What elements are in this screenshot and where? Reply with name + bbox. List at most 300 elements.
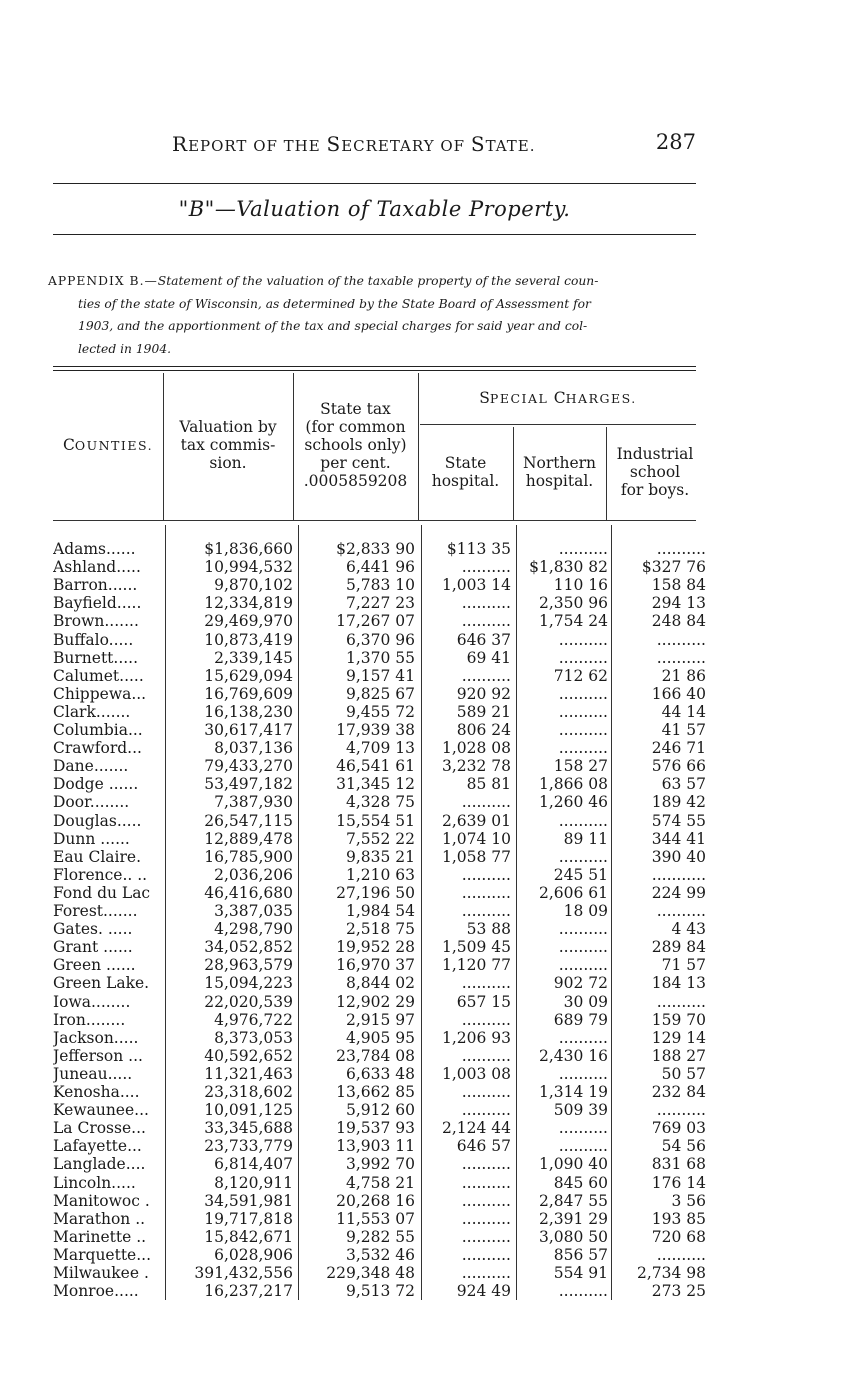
state-hospital-cell: 924 49: [456, 1282, 511, 1301]
industrial-school-cell: 176 14: [651, 1173, 706, 1192]
header-line: Industrial: [616, 445, 694, 463]
section-subtitle: "B"—Valuation of Taxable Property.: [178, 197, 571, 221]
header-part: HARGES.: [565, 391, 637, 406]
valuation-cell: 4,298,790: [214, 920, 293, 939]
state-tax-cell: 9,157 41: [345, 666, 415, 685]
header-line: State: [444, 454, 487, 472]
county-cell: Milwaukee .: [53, 1264, 149, 1282]
northern-hospital-cell: 89 11: [563, 829, 608, 848]
table-row: [53, 920, 706, 939]
header-line: for boys.: [620, 481, 690, 499]
table-row: [53, 721, 706, 739]
state-tax-cell: 1,210 63: [345, 865, 415, 884]
table-row: [53, 1282, 706, 1301]
valuation-cell: 15,094,223: [204, 974, 293, 993]
state-hospital-cell: ..........: [461, 666, 511, 685]
county-cell: Marquette...: [53, 1245, 152, 1264]
running-head: [172, 132, 535, 156]
valuation-cell: 34,052,852: [204, 938, 293, 957]
county-cell: Dodge ......: [53, 775, 139, 794]
industrial-school-cell: 294 13: [651, 594, 706, 613]
valuation-cell: 30,617,417: [204, 721, 293, 739]
page-number: 287: [655, 130, 696, 154]
table-row: [53, 558, 706, 577]
table-row: [53, 847, 706, 866]
special-charges-rule: [420, 424, 696, 425]
table-row: [53, 739, 706, 758]
header-state-hospital: [418, 454, 513, 490]
northern-hospital-cell: ..........: [558, 1028, 608, 1047]
state-tax-cell: 9,513 72: [345, 1282, 415, 1301]
industrial-school-cell: 3 56: [671, 1191, 706, 1210]
table-row: [53, 1046, 706, 1065]
header-rule: [53, 183, 696, 184]
county-cell: Buffalo.....: [53, 630, 134, 649]
state-tax-cell: 20,268 16: [336, 1191, 415, 1210]
state-hospital-cell: ..........: [461, 902, 511, 920]
state-hospital-cell: 3,232 78: [441, 757, 511, 776]
appendix-lead: APPENDIX B.—: [48, 274, 158, 288]
northern-hospital-cell: ..........: [558, 956, 608, 975]
industrial-school-cell: 158 84: [651, 576, 706, 595]
state-hospital-cell: $113 35: [446, 540, 511, 558]
northern-hospital-cell: 856 57: [553, 1245, 608, 1264]
state-tax-cell: 12,902 29: [336, 992, 415, 1011]
industrial-school-cell: ..........: [656, 1101, 706, 1120]
table-row: [53, 594, 706, 613]
county-cell: Door........: [53, 793, 130, 812]
state-tax-cell: 229,348 48: [326, 1264, 415, 1282]
county-cell: Fond du Lac: [53, 883, 151, 902]
valuation-cell: 6,814,407: [214, 1155, 293, 1174]
northern-hospital-cell: 902 72: [553, 974, 608, 993]
northern-hospital-cell: ..........: [558, 1064, 608, 1083]
title-part: EPORT OF THE: [188, 137, 327, 155]
valuation-cell: 8,037,136: [214, 739, 293, 758]
industrial-school-cell: ..........: [656, 630, 706, 649]
header-initial: C: [62, 436, 75, 454]
valuation-cell: 6,028,906: [214, 1245, 293, 1264]
state-tax-cell: 7,227 23: [345, 594, 415, 613]
state-hospital-cell: ..........: [461, 883, 511, 902]
northern-hospital-cell: 1,754 24: [538, 612, 608, 631]
header-line: Valuation by: [179, 418, 277, 436]
county-cell: Adams......: [53, 540, 136, 558]
northern-hospital-cell: ..........: [558, 739, 608, 758]
state-hospital-cell: ..........: [461, 612, 511, 631]
state-tax-cell: 6,370 96: [345, 630, 415, 649]
northern-hospital-cell: 2,606 61: [538, 883, 608, 902]
county-cell: Langlade....: [53, 1155, 146, 1174]
northern-hospital-cell: ..........: [558, 847, 608, 866]
county-cell: Jefferson ...: [53, 1046, 143, 1065]
industrial-school-cell: ..........: [656, 648, 706, 667]
industrial-school-cell: 224 99: [651, 883, 706, 902]
industrial-school-cell: 166 40: [651, 684, 706, 703]
industrial-school-cell: ..........: [656, 1245, 706, 1264]
valuation-cell: 10,994,532: [204, 558, 293, 577]
northern-hospital-cell: 18 09: [563, 902, 608, 920]
table-row: [53, 1173, 706, 1192]
state-hospital-cell: ..........: [461, 974, 511, 993]
state-tax-cell: 6,633 48: [345, 1064, 415, 1083]
industrial-school-cell: 188 27: [651, 1046, 706, 1065]
industrial-school-cell: 574 55: [651, 811, 706, 830]
valuation-cell: 22,020,539: [204, 992, 293, 1011]
valuation-cell: 79,433,270: [204, 757, 293, 776]
valuation-cell: 15,629,094: [204, 666, 293, 685]
county-cell: Columbia...: [53, 721, 143, 739]
state-tax-cell: 9,455 72: [345, 702, 415, 721]
industrial-school-cell: 21 86: [661, 666, 706, 685]
industrial-school-cell: 720 68: [651, 1227, 706, 1246]
industrial-school-cell: 71 57: [661, 956, 706, 975]
county-cell: Crawford...: [53, 739, 142, 758]
industrial-school-cell: 193 85: [651, 1209, 706, 1228]
title-initial: R: [172, 132, 189, 156]
state-hospital-cell: ..........: [461, 1010, 511, 1029]
state-tax-cell: 2,518 75: [345, 920, 415, 939]
table-row: [53, 684, 706, 703]
valuation-cell: 34,591,981: [204, 1191, 293, 1210]
county-cell: La Crosse...: [53, 1119, 146, 1138]
header-initial: S: [479, 389, 490, 407]
county-cell: Calumet.....: [53, 666, 144, 685]
state-tax-cell: 16,970 37: [336, 956, 415, 975]
table-row: [53, 612, 706, 631]
table-row: [53, 793, 706, 812]
state-hospital-cell: ..........: [461, 594, 511, 613]
appendix-caption: [48, 270, 703, 360]
header-line: schools only): [304, 436, 407, 454]
industrial-school-cell: 273 25: [651, 1282, 706, 1301]
appendix-line: lected in 1904.: [78, 341, 172, 356]
industrial-school-cell: 184 13: [651, 974, 706, 993]
valuation-cell: 33,345,688: [204, 1119, 293, 1138]
state-tax-cell: 23,784 08: [336, 1046, 415, 1065]
state-hospital-cell: ..........: [461, 1155, 511, 1174]
table-row: [53, 757, 706, 776]
title-part: ECRETARY OF: [341, 137, 471, 155]
header-line: State tax: [320, 400, 391, 418]
header-line: Northern: [522, 454, 597, 472]
industrial-school-cell: 63 57: [661, 775, 706, 794]
northern-hospital-cell: 712 62: [553, 666, 608, 685]
valuation-cell: 53,497,182: [204, 775, 293, 794]
state-hospital-cell: ..........: [461, 558, 511, 577]
appendix-line: 1903, and the apportionment of the tax and special charges for said year and col-: [78, 319, 588, 333]
title-part: TATE.: [485, 137, 536, 155]
northern-hospital-cell: ..........: [558, 540, 608, 558]
state-hospital-cell: ..........: [461, 865, 511, 884]
valuation-cell: 11,321,463: [204, 1064, 293, 1083]
state-hospital-cell: 1,028 08: [441, 739, 511, 758]
column-divider: [418, 373, 419, 520]
county-cell: Douglas.....: [53, 811, 142, 830]
valuation-cell: 2,339,145: [214, 648, 293, 667]
industrial-school-cell: 54 56: [661, 1137, 706, 1156]
state-tax-cell: 4,328 75: [345, 793, 415, 812]
state-tax-cell: 15,554 51: [336, 811, 415, 830]
northern-hospital-cell: ..........: [558, 648, 608, 667]
state-tax-cell: 4,905 95: [345, 1028, 415, 1047]
state-tax-cell: 46,541 61: [336, 757, 415, 776]
northern-hospital-cell: 110 16: [553, 576, 608, 595]
state-tax-cell: 27,196 50: [336, 883, 415, 902]
table-row: [53, 576, 706, 595]
state-hospital-cell: ..........: [461, 1209, 511, 1228]
header-part: PECIAL: [489, 391, 554, 406]
northern-hospital-cell: ..........: [558, 920, 608, 939]
northern-hospital-cell: 2,430 16: [538, 1046, 608, 1065]
valuation-cell: 46,416,680: [204, 883, 293, 902]
table-row: [53, 811, 706, 830]
county-cell: Manitowoc .: [53, 1191, 150, 1210]
state-hospital-cell: 1,120 77: [441, 956, 511, 975]
table-row: [53, 938, 706, 957]
table-row: [53, 1227, 706, 1246]
state-tax-cell: 4,709 13: [345, 739, 415, 758]
industrial-school-cell: 2,734 98: [636, 1264, 706, 1282]
county-cell: Iron........: [53, 1010, 126, 1029]
table-row: [53, 666, 706, 685]
table-row: [53, 648, 706, 667]
header-line: hospital.: [525, 472, 594, 490]
state-tax-cell: 9,835 21: [345, 847, 415, 866]
county-cell: Chippewa...: [53, 684, 147, 703]
state-hospital-cell: 1,003 14: [441, 576, 511, 595]
state-tax-cell: 7,552 22: [345, 829, 415, 848]
state-tax-cell: 13,903 11: [336, 1137, 415, 1156]
industrial-school-cell: 769 03: [651, 1119, 706, 1138]
state-tax-cell: 11,553 07: [336, 1209, 415, 1228]
table-row: [53, 829, 706, 848]
header-line: (for common: [305, 418, 406, 436]
industrial-school-cell: 4 43: [671, 920, 706, 939]
northern-hospital-cell: 509 39: [553, 1101, 608, 1120]
state-tax-cell: 4,758 21: [345, 1173, 415, 1192]
header-bottom-rule: [53, 520, 696, 521]
header-industrial-school: [606, 445, 704, 499]
state-hospital-cell: 657 15: [456, 992, 511, 1011]
northern-hospital-cell: $1,830 82: [529, 558, 608, 577]
header-line: per cent.: [320, 454, 391, 472]
table-row: [53, 1010, 706, 1029]
northern-hospital-cell: 30 09: [563, 992, 608, 1011]
valuation-cell: 391,432,556: [194, 1264, 293, 1282]
valuation-cell: $1,836,660: [204, 540, 293, 558]
industrial-school-cell: 248 84: [651, 612, 706, 631]
title-initial: S: [326, 132, 342, 156]
subtitle-rule: [53, 234, 696, 235]
state-hospital-cell: 806 24: [456, 721, 511, 739]
county-cell: Iowa........: [53, 992, 131, 1011]
industrial-school-cell: 44 14: [661, 702, 706, 721]
county-cell: Lafayette...: [53, 1137, 142, 1156]
state-hospital-cell: 589 21: [456, 702, 511, 721]
state-hospital-cell: ..........: [461, 1083, 511, 1101]
state-tax-cell: 8,844 02: [345, 974, 415, 993]
northern-hospital-cell: ..........: [558, 684, 608, 703]
state-tax-cell: 5,783 10: [345, 576, 415, 595]
industrial-school-cell: 390 40: [651, 847, 706, 866]
industrial-school-cell: 50 57: [661, 1064, 706, 1083]
county-cell: Bayfield.....: [53, 594, 142, 613]
valuation-cell: 28,963,579: [204, 956, 293, 975]
header-part: OUNTIES.: [74, 438, 154, 453]
industrial-school-cell: 289 84: [651, 938, 706, 957]
industrial-school-cell: 232 84: [651, 1083, 706, 1101]
valuation-cell: 8,120,911: [214, 1173, 293, 1192]
state-tax-cell: 17,267 07: [336, 612, 415, 631]
valuation-cell: 9,870,102: [214, 576, 293, 595]
valuation-cell: 15,842,671: [204, 1227, 293, 1246]
valuation-cell: 12,334,819: [204, 594, 293, 613]
table-row: [53, 1191, 706, 1210]
table-row: [53, 1119, 706, 1138]
industrial-school-cell: ...........: [651, 865, 706, 884]
state-tax-cell: 5,912 60: [345, 1101, 415, 1120]
county-cell: Dunn ......: [53, 829, 130, 848]
northern-hospital-cell: 2,847 55: [538, 1191, 608, 1210]
county-cell: Green ......: [53, 956, 136, 975]
state-tax-cell: 1,984 54: [345, 902, 415, 920]
northern-hospital-cell: 158 27: [553, 757, 608, 776]
northern-hospital-cell: 554 91: [553, 1264, 608, 1282]
northern-hospital-cell: 2,391 29: [538, 1209, 608, 1228]
valuation-cell: 3,387,035: [214, 902, 293, 920]
appendix-line: Statement of the valuation of the taxable property of the several coun-: [157, 274, 599, 288]
state-hospital-cell: ..........: [461, 1245, 511, 1264]
state-hospital-cell: 53 88: [466, 920, 511, 939]
valuation-cell: 12,889,478: [204, 829, 293, 848]
valuation-cell: 16,785,900: [204, 847, 293, 866]
county-cell: Eau Claire.: [53, 847, 141, 866]
valuation-cell: 23,318,602: [204, 1083, 293, 1101]
state-hospital-cell: ..........: [461, 1173, 511, 1192]
industrial-school-cell: 159 70: [651, 1010, 706, 1029]
northern-hospital-cell: ..........: [558, 938, 608, 957]
state-hospital-cell: 2,124 44: [441, 1119, 511, 1138]
valuation-cell: 2,036,206: [214, 865, 293, 884]
table-row: [53, 1028, 706, 1047]
northern-hospital-cell: 1,090 40: [538, 1155, 608, 1174]
table-row: [53, 1101, 706, 1120]
table-row: [53, 1264, 706, 1282]
industrial-school-cell: 246 71: [651, 739, 706, 758]
northern-hospital-cell: ..........: [558, 702, 608, 721]
header-line: hospital.: [431, 472, 500, 490]
table-row: [53, 702, 706, 721]
county-cell: Lincoln.....: [53, 1173, 136, 1192]
northern-hospital-cell: 689 79: [553, 1010, 608, 1029]
header-initial: C: [553, 389, 566, 407]
state-hospital-cell: 646 37: [456, 630, 511, 649]
northern-hospital-cell: ..........: [558, 811, 608, 830]
header-northern-hospital: [513, 454, 606, 490]
state-hospital-cell: 1,003 08: [441, 1064, 511, 1083]
state-hospital-cell: ..........: [461, 1191, 511, 1210]
county-cell: Gates. .....: [53, 920, 133, 939]
table-row: [53, 974, 706, 993]
state-hospital-cell: 85 81: [466, 775, 511, 794]
table-row: [53, 992, 706, 1011]
state-hospital-cell: 1,058 77: [441, 847, 511, 866]
state-hospital-cell: 1,074 10: [441, 829, 511, 848]
valuation-cell: 8,373,053: [214, 1028, 293, 1047]
header-line: tax commis-: [180, 436, 276, 454]
valuation-cell: 29,469,970: [204, 612, 293, 631]
county-cell: Kenosha....: [53, 1083, 140, 1101]
state-hospital-cell: 646 57: [456, 1137, 511, 1156]
state-tax-cell: 3,992 70: [345, 1155, 415, 1174]
table-top-rule: [53, 366, 696, 371]
county-cell: Florence.. ..: [53, 865, 148, 884]
title-initial: S: [470, 132, 486, 156]
valuation-cell: 4,976,722: [214, 1010, 293, 1029]
industrial-school-cell: 344 41: [651, 829, 706, 848]
state-tax-cell: 1,370 55: [345, 648, 415, 667]
table-row: [53, 1083, 706, 1101]
industrial-school-cell: 129 14: [651, 1028, 706, 1047]
table-row: [53, 956, 706, 975]
state-hospital-cell: 1,509 45: [441, 938, 511, 957]
table-row: [53, 902, 706, 920]
county-cell: Juneau.....: [53, 1064, 133, 1083]
county-cell: Monroe.....: [53, 1282, 139, 1301]
state-hospital-cell: ..........: [461, 793, 511, 812]
valuation-cell: 16,138,230: [204, 702, 293, 721]
state-tax-cell: 19,952 28: [336, 938, 415, 957]
northern-hospital-cell: ..........: [558, 1137, 608, 1156]
industrial-school-cell: 41 57: [661, 721, 706, 739]
table-row: [53, 540, 706, 558]
county-cell: Ashland.....: [53, 558, 141, 577]
state-tax-cell: 9,825 67: [345, 684, 415, 703]
header-line: .0005859208: [303, 472, 408, 490]
valuation-cell: 40,592,652: [204, 1046, 293, 1065]
state-tax-cell: 9,282 55: [345, 1227, 415, 1246]
county-cell: Kewaunee...: [53, 1101, 149, 1120]
county-cell: Grant ......: [53, 938, 133, 957]
state-tax-cell: 31,345 12: [336, 775, 415, 794]
table-row: [53, 630, 706, 649]
table-row: [53, 883, 706, 902]
northern-hospital-cell: 2,350 96: [538, 594, 608, 613]
industrial-school-cell: 831 68: [651, 1155, 706, 1174]
county-cell: Burnett.....: [53, 648, 139, 667]
state-hospital-cell: ..........: [461, 1264, 511, 1282]
northern-hospital-cell: 245 51: [553, 865, 608, 884]
valuation-cell: 16,237,217: [204, 1282, 293, 1301]
table-row: [53, 1245, 706, 1264]
northern-hospital-cell: ..........: [558, 630, 608, 649]
industrial-school-cell: ..........: [656, 992, 706, 1011]
valuation-cell: 19,717,818: [204, 1209, 293, 1228]
header-valuation: [163, 418, 293, 472]
header-special-charges: [420, 389, 696, 408]
state-tax-cell: 13,662 85: [336, 1083, 415, 1101]
county-cell: Jackson.....: [53, 1028, 139, 1047]
state-hospital-cell: ..........: [461, 1227, 511, 1246]
northern-hospital-cell: 845 60: [553, 1173, 608, 1192]
state-tax-cell: 2,915 97: [345, 1010, 415, 1029]
table-row: [53, 1209, 706, 1228]
state-hospital-cell: 2,639 01: [441, 811, 511, 830]
industrial-school-cell: 576 66: [651, 757, 706, 776]
county-cell: Dane.......: [53, 757, 129, 776]
valuation-cell: 10,873,419: [204, 630, 293, 649]
